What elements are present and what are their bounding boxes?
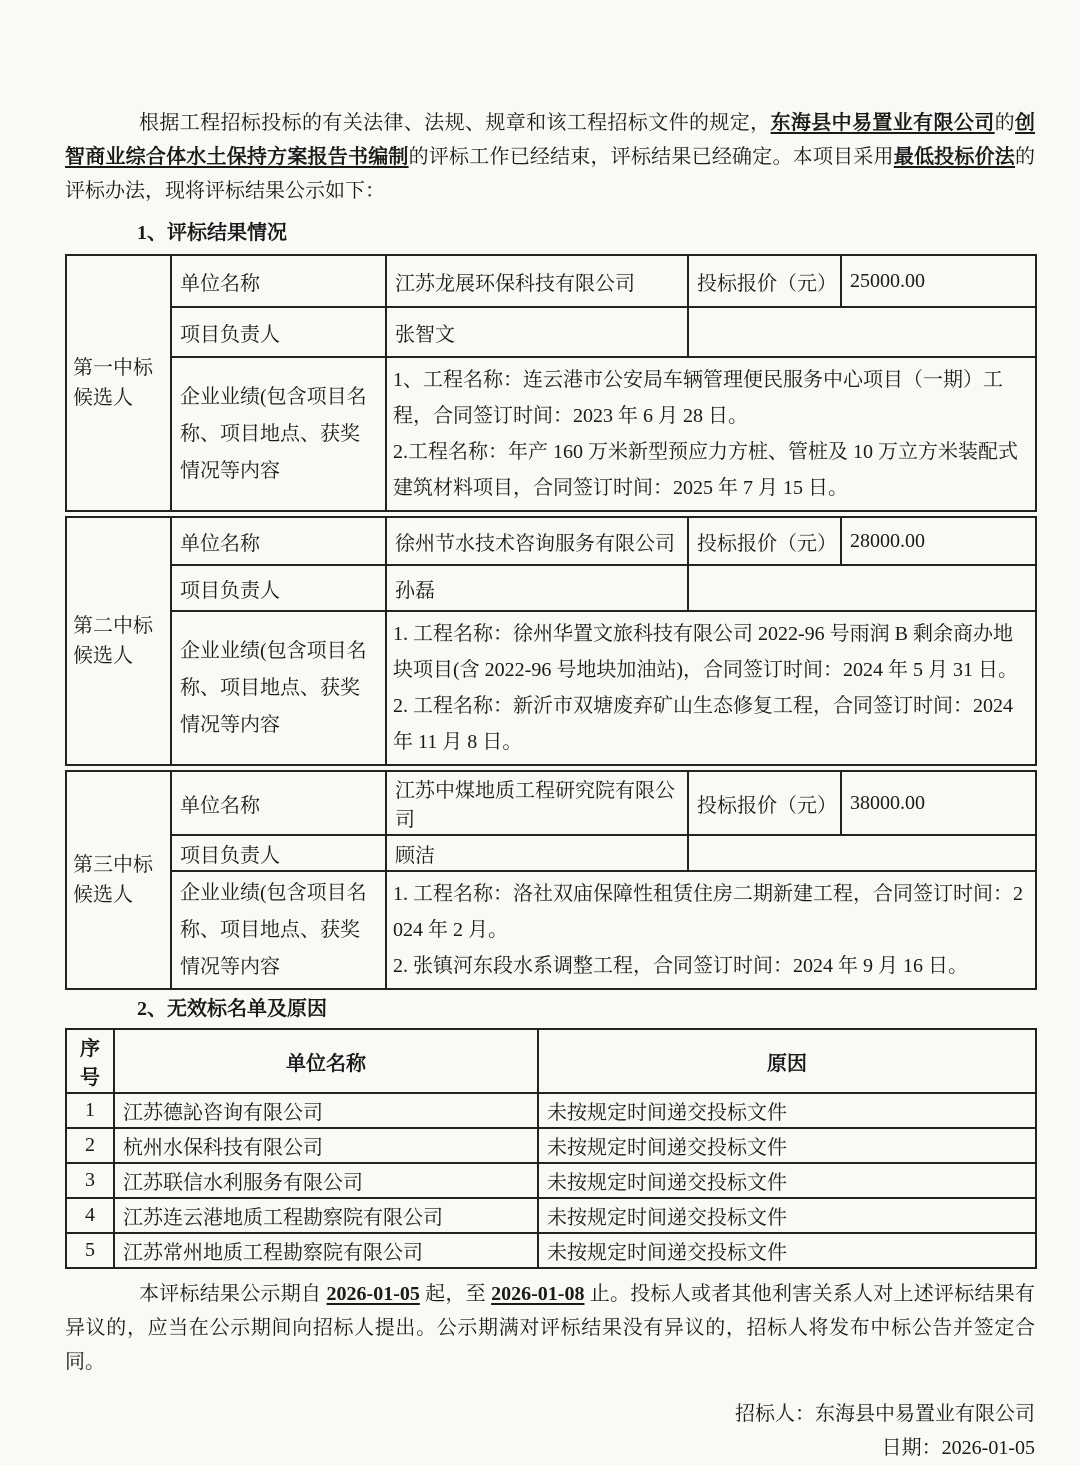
candidate3-performance-value xyxy=(386,871,1036,989)
performance-item: 1、工程名称：连云港市公安局车辆管理便民服务中心项目（一期）工程，合同签订时间：2023 年 6 月 28 日。 xyxy=(393,369,1003,427)
candidate3-price-value: 38000.00 xyxy=(841,771,1036,835)
invalid-row xyxy=(66,1233,1036,1268)
invalid-row xyxy=(66,1093,1036,1128)
performance-item: 2. 工程名称：新沂市双塘废弃矿山生态修复工程，合同签订时间：2024 年 11 月 8 日。 xyxy=(393,695,1013,753)
performance-item: 1. 工程名称：徐州华置文旅科技有限公司 2022-96 号雨润 B 剩余商办地块项目(含 2022-96 号地块加油站)，合同签订时间：2024 年 5 月 31 日。 xyxy=(393,623,1018,681)
invalid-seq: 1 xyxy=(66,1093,114,1128)
candidate2-table xyxy=(65,516,1037,766)
invalid-seq: 2 xyxy=(66,1128,114,1163)
candidate3-performance-label: 企业业绩(包含项目名称、项目地点、获奖情况等内容 xyxy=(171,871,386,989)
invalid-row xyxy=(66,1128,1036,1163)
intro-paragraph xyxy=(65,106,1035,208)
publicity-start-date: 2026-01-05 xyxy=(326,1283,420,1305)
candidate3-unit-name: 江苏中煤地质工程研究院有限公司 xyxy=(386,771,688,835)
candidate2-manager-value: 孙磊 xyxy=(386,565,688,611)
invalid-reason: 未按规定时间递交投标文件 xyxy=(538,1128,1036,1163)
candidate3-unit-label: 单位名称 xyxy=(171,771,386,835)
candidate2-performance-value xyxy=(386,611,1036,765)
invalid-row xyxy=(66,1163,1036,1198)
candidate1-unit-name: 江苏龙展环保科技有限公司 xyxy=(386,255,688,307)
signature-date: 日期：2026-01-05 xyxy=(881,1437,1035,1459)
candidate1-empty-cell xyxy=(688,307,1036,357)
performance-item: 2.工程名称：年产 160 万米新型预应力方桩、管桩及 10 万立方米装配式建筑材料项目，合同签订时间：2025 年 7 月 15 日。 xyxy=(393,441,1018,499)
intro-text-3: 的评标工作已经结束，评标结果已经确定。本项目采用 xyxy=(408,146,894,168)
invalid-unit-name: 江苏连云港地质工程勘察院有限公司 xyxy=(114,1198,538,1233)
candidate3-price-label: 投标报价（元） xyxy=(688,771,841,835)
invalid-header-reason: 原因 xyxy=(538,1029,1036,1093)
closing-text-3: 止。投标人或者其他利害关系人对上述评标结果有异议的，应当在公示期间向招标人提出。公示期满对评标结果没有异议的，招标人将发布中标公告并签定合同。 xyxy=(65,1283,1036,1373)
invalid-reason: 未按规定时间递交投标文件 xyxy=(538,1093,1036,1128)
candidate1-performance-value xyxy=(386,357,1036,511)
performance-item: 1. 工程名称：洛社双庙保障性租赁住房二期新建工程，合同签订时间：2024 年 2 月。 xyxy=(393,883,1023,941)
candidate1-manager-value: 张智文 xyxy=(386,307,688,357)
signature-block xyxy=(65,1397,1035,1465)
publicity-end-date: 2026-01-08 xyxy=(491,1283,585,1305)
invalid-reason: 未按规定时间递交投标文件 xyxy=(538,1233,1036,1268)
candidate1-rank: 第一中标候选人 xyxy=(66,255,171,511)
candidate3-manager-label: 项目负责人 xyxy=(171,835,386,871)
evaluation-method: 最低投标价法 xyxy=(893,146,1016,168)
invalid-seq: 5 xyxy=(66,1233,114,1268)
candidate2-price-label: 投标报价（元） xyxy=(688,517,841,565)
candidate1-unit-label: 单位名称 xyxy=(171,255,386,307)
invalid-unit-name: 杭州水保科技有限公司 xyxy=(114,1128,538,1163)
invalid-reason: 未按规定时间递交投标文件 xyxy=(538,1163,1036,1198)
candidate2-empty-cell xyxy=(688,565,1036,611)
invalid-row xyxy=(66,1198,1036,1233)
invalid-seq: 3 xyxy=(66,1163,114,1198)
candidate2-rank: 第二中标候选人 xyxy=(66,517,171,765)
candidate1-price-value: 25000.00 xyxy=(841,255,1036,307)
invalid-reason: 未按规定时间递交投标文件 xyxy=(538,1198,1036,1233)
intro-text-4: 的评标办法，现将评标结果公示如下： xyxy=(65,146,1036,202)
invalid-unit-name: 江苏联信水利服务有限公司 xyxy=(114,1163,538,1198)
invalid-header-seq: 序号 xyxy=(66,1029,114,1093)
candidate3-rank: 第三中标候选人 xyxy=(66,771,171,989)
candidate1-performance-label: 企业业绩(包含项目名称、项目地点、获奖情况等内容 xyxy=(171,357,386,511)
invalid-seq: 4 xyxy=(66,1198,114,1233)
invalid-bids-table xyxy=(65,1028,1037,1269)
candidate2-unit-label: 单位名称 xyxy=(171,517,386,565)
candidate2-unit-name: 徐州节水技术咨询服务有限公司 xyxy=(386,517,688,565)
closing-paragraph xyxy=(65,1277,1035,1379)
project-name: 创智商业综合体水土保持方案报告书编制 xyxy=(65,112,1036,168)
closing-text-2: 起，至 xyxy=(419,1283,492,1305)
candidate3-empty-cell xyxy=(688,835,1036,871)
closing-text-1: 本评标结果公示期自 xyxy=(139,1283,327,1305)
candidate1-manager-label: 项目负责人 xyxy=(171,307,386,357)
performance-item: 2. 张镇河东段水系调整工程，合同签订时间：2024 年 9 月 16 日。 xyxy=(393,955,968,977)
candidate3-table xyxy=(65,770,1037,990)
signature-tenderee: 招标人：东海县中易置业有限公司 xyxy=(735,1403,1035,1425)
candidate2-price-value: 28000.00 xyxy=(841,517,1036,565)
candidate2-manager-label: 项目负责人 xyxy=(171,565,386,611)
invalid-unit-name: 江苏德訫咨询有限公司 xyxy=(114,1093,538,1128)
invalid-header-unit: 单位名称 xyxy=(114,1029,538,1093)
invalid-unit-name: 江苏常州地质工程勘察院有限公司 xyxy=(114,1233,538,1268)
candidate1-price-label: 投标报价（元） xyxy=(688,255,841,307)
intro-text-1: 根据工程招标投标的有关法律、法规、规章和该工程招标文件的规定， xyxy=(139,112,771,134)
section2-heading: 2、无效标名单及原因 xyxy=(137,998,327,1020)
candidate2-performance-label: 企业业绩(包含项目名称、项目地点、获奖情况等内容 xyxy=(171,611,386,765)
candidate3-manager-value: 顾洁 xyxy=(386,835,688,871)
section1-heading: 1、评标结果情况 xyxy=(137,222,287,244)
candidate1-table xyxy=(65,254,1037,512)
tenderee-name: 东海县中易置业有限公司 xyxy=(770,112,995,134)
intro-text-2: 的 xyxy=(994,112,1016,134)
